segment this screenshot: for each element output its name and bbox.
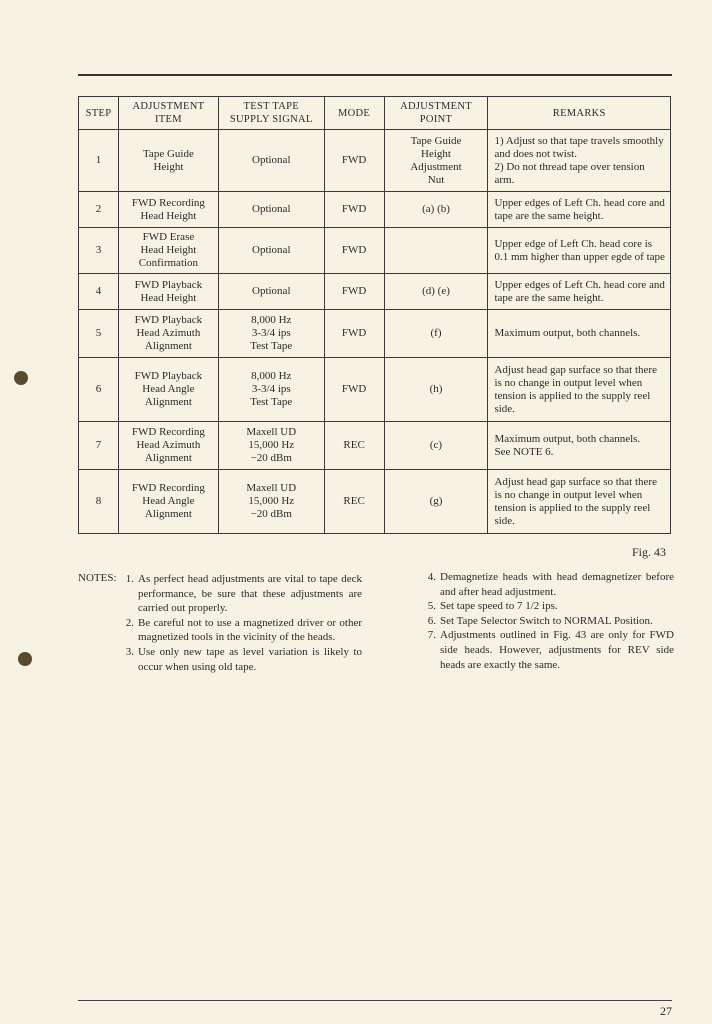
cell-remarks — [488, 422, 671, 470]
note-text: Set Tape Selector Switch to NORMAL Position. — [440, 614, 653, 627]
cell-test-signal: Optional — [218, 274, 324, 310]
note-item — [118, 645, 362, 674]
cell-adjustment-item: FWD Playback Head Angle Alignment — [118, 358, 218, 422]
table-header-row — [79, 97, 671, 130]
bottom-rule — [78, 1000, 672, 1001]
note-text: Use only new tape as level variation is likely to occur when using old tape. — [138, 645, 362, 673]
table-row — [79, 192, 671, 228]
cell-step: 2 — [79, 192, 119, 228]
remark-line: Upper edge of Left Ch. head core is 0.1 mm higher than upper egde of tape — [494, 237, 665, 263]
note-item — [420, 614, 674, 629]
table-row — [79, 130, 671, 192]
cell-adjustment-point: Tape Guide Height Adjustment Nut — [384, 130, 488, 192]
note-text: Be careful not to use a magnetized driver or other magnetized tools in the vicinity of the heads. — [138, 616, 362, 644]
cell-remarks — [488, 274, 671, 310]
header-test-tape-signal: TEST TAPE SUPPLY SIGNAL — [218, 97, 324, 130]
cell-remarks — [488, 228, 671, 274]
note-number: 5. — [427, 600, 436, 613]
cell-adjustment-point: (d) (e) — [384, 274, 488, 310]
cell-test-signal: Maxell UD 15,000 Hz −20 dBm — [218, 470, 324, 534]
cell-remarks — [488, 358, 671, 422]
cell-mode: FWD — [324, 310, 384, 358]
remark-line: Maximum output, both channels. — [494, 327, 641, 339]
note-item — [420, 599, 674, 614]
header-adjustment-item: ADJUSTMENT ITEM — [118, 97, 218, 130]
remark-line: Maximum output, both channels. — [494, 432, 641, 445]
cell-mode: REC — [324, 422, 384, 470]
cell-adjustment-item: FWD Playback Head Height — [118, 274, 218, 310]
remark-line: Adjust head gap surface so that there is no change in output level when tension is applied to the supply reel side. — [494, 363, 657, 415]
note-number: 4. — [427, 571, 436, 583]
notes-heading: NOTES: — [78, 572, 117, 584]
cell-remarks — [488, 470, 671, 534]
remark-line: 1) Adjust so that tape travels smoothly and does not twist. — [494, 134, 664, 160]
cell-adjustment-item: FWD Recording Head Angle Alignment — [118, 470, 218, 534]
note-number: 7. — [427, 629, 436, 642]
cell-mode: REC — [324, 470, 384, 534]
cell-adjustment-point — [384, 228, 488, 274]
binder-hole — [18, 652, 32, 666]
cell-test-signal: Optional — [218, 130, 324, 192]
note-item — [420, 628, 674, 672]
cell-test-signal: 8,000 Hz 3-3/4 ips Test Tape — [218, 358, 324, 422]
header-step: STEP — [79, 97, 119, 130]
cell-mode: FWD — [324, 228, 384, 274]
cell-adjustment-point: (c) — [384, 422, 488, 470]
note-text: Demagnetize heads with head demagnetizer before and after head adjustment. — [440, 571, 674, 598]
header-mode: MODE — [324, 97, 384, 130]
remark-line: Upper edges of Left Ch. head core and tape are the same height. — [494, 278, 665, 304]
cell-adjustment-point: (a) (b) — [384, 192, 488, 228]
remark-line: 2) Do not thread tape over tension arm. — [494, 160, 645, 186]
note-number: 2. — [125, 616, 134, 629]
cell-adjustment-point: (f) — [384, 310, 488, 358]
table-row — [79, 310, 671, 358]
cell-adjustment-point: (g) — [384, 470, 488, 534]
adjustment-table — [78, 96, 671, 534]
cell-adjustment-item: FWD Erase Head Height Confirmation — [118, 228, 218, 274]
cell-mode: FWD — [324, 358, 384, 422]
cell-remarks — [488, 192, 671, 228]
table-row — [79, 422, 671, 470]
cell-adjustment-point: (h) — [384, 358, 488, 422]
table-row — [79, 358, 671, 422]
notes-left-column — [118, 572, 362, 674]
cell-adjustment-item: Tape Guide Height — [118, 130, 218, 192]
header-remarks: REMARKS — [488, 97, 671, 130]
cell-remarks — [488, 310, 671, 358]
cell-step: 4 — [79, 274, 119, 310]
cell-test-signal: Optional — [218, 192, 324, 228]
remark-line: Adjust head gap surface so that there is no change in output level when tension is applied to the supply reel side. — [494, 475, 657, 527]
cell-mode: FWD — [324, 192, 384, 228]
cell-step: 6 — [79, 358, 119, 422]
note-item — [118, 572, 362, 616]
notes-right-column — [420, 570, 674, 672]
note-item — [118, 616, 362, 645]
table-row — [79, 274, 671, 310]
cell-mode: FWD — [324, 130, 384, 192]
note-text: As perfect head adjustments are vital to tape deck performance, be sure that these adjustments are carried out properly. — [138, 573, 362, 615]
cell-test-signal: 8,000 Hz 3-3/4 ips Test Tape — [218, 310, 324, 358]
page-number: 27 — [660, 1004, 672, 1018]
note-number: 1. — [125, 573, 134, 585]
cell-step: 8 — [79, 470, 119, 534]
note-text: Adjustments outlined in Fig. 43 are only for FWD side heads. However, adjustments for REV side heads are exactly the same. — [440, 629, 674, 671]
cell-step: 3 — [79, 228, 119, 274]
cell-step: 7 — [79, 422, 119, 470]
table-row — [79, 228, 671, 274]
table-row — [79, 470, 671, 534]
cell-test-signal: Optional — [218, 228, 324, 274]
remark-line: Upper edges of Left Ch. head core and tape are the same height. — [494, 196, 665, 222]
cell-step: 1 — [79, 130, 119, 192]
top-rule — [78, 74, 672, 76]
remark-line: See NOTE 6. — [494, 445, 554, 458]
note-item — [420, 570, 674, 599]
note-number: 3. — [125, 645, 134, 658]
table-body — [79, 130, 671, 534]
cell-remarks — [488, 130, 671, 192]
cell-step: 5 — [79, 310, 119, 358]
cell-test-signal: Maxell UD 15,000 Hz −20 dBm — [218, 422, 324, 470]
note-number: 6. — [427, 614, 436, 627]
cell-adjustment-item: FWD Playback Head Azimuth Alignment — [118, 310, 218, 358]
header-adjustment-point: ADJUSTMENT POINT — [384, 97, 488, 130]
cell-adjustment-item: FWD Recording Head Height — [118, 192, 218, 228]
binder-hole — [14, 371, 28, 385]
cell-adjustment-item: FWD Recording Head Azimuth Alignment — [118, 422, 218, 470]
note-text: Set tape speed to 7 1/2 ips. — [440, 600, 558, 613]
cell-mode: FWD — [324, 274, 384, 310]
figure-label: Fig. 43 — [632, 545, 667, 559]
